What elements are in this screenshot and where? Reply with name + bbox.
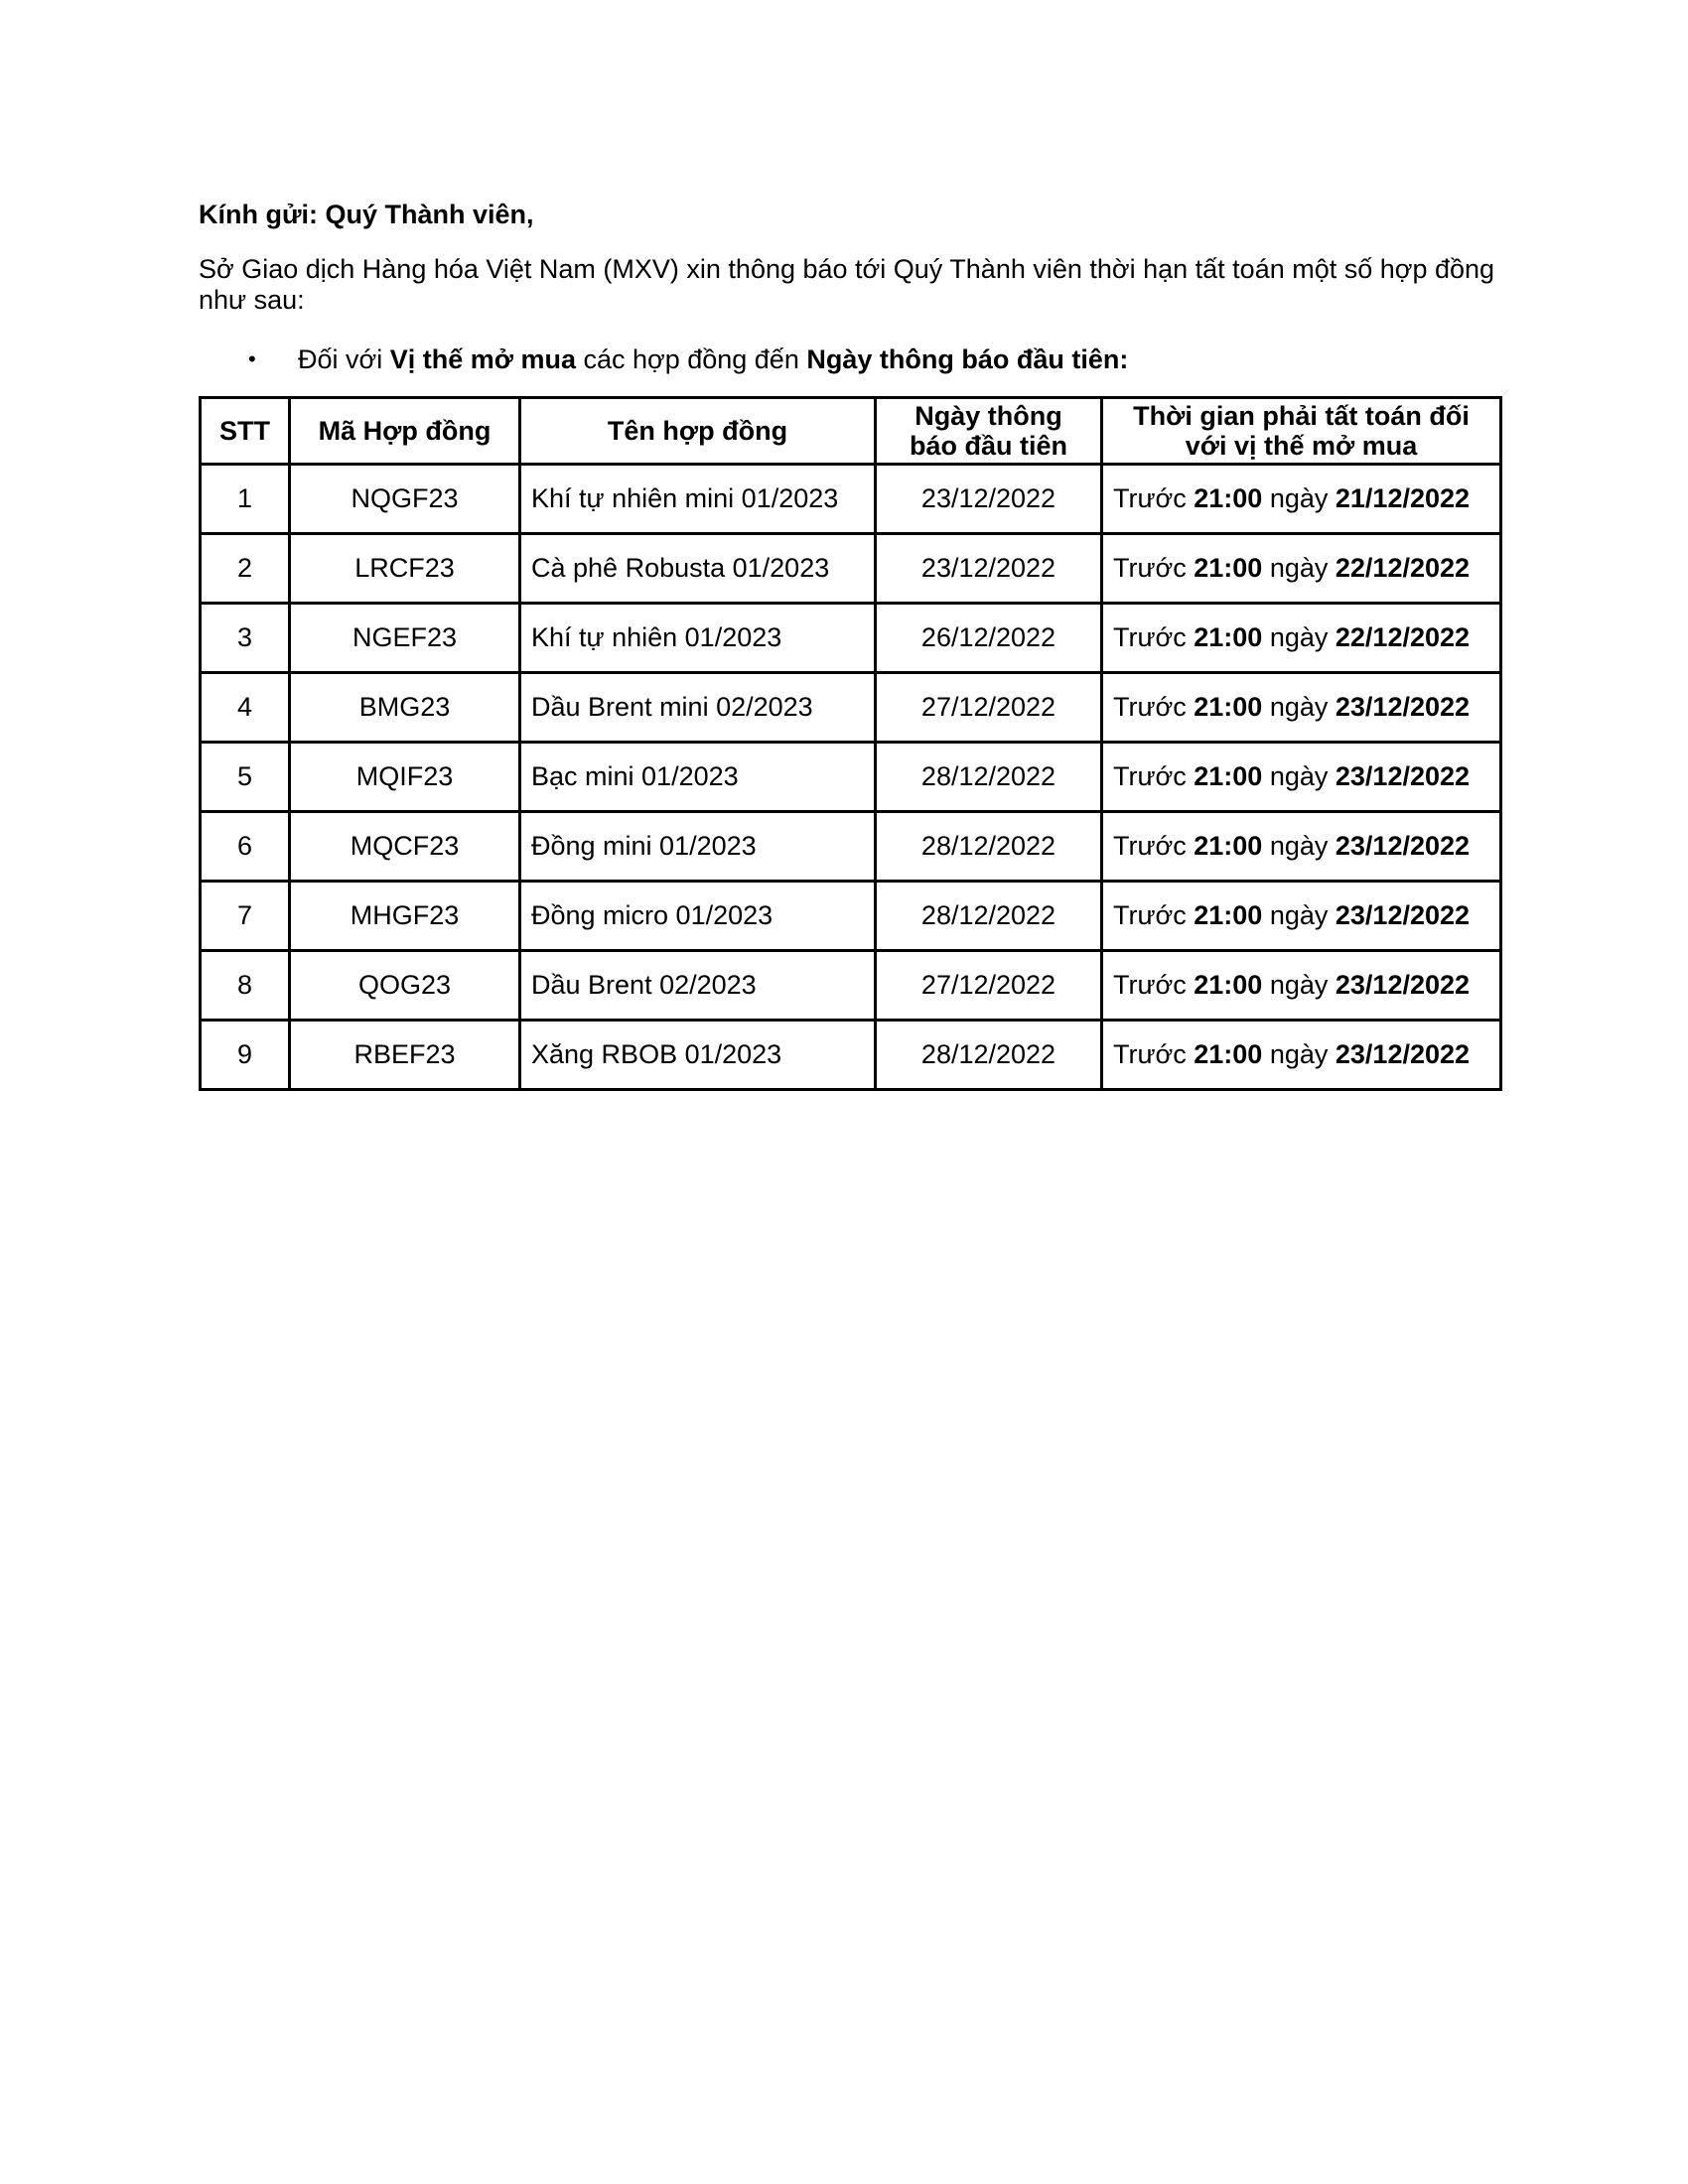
cell-code: MQIF23 [290,743,520,812]
cell-stt: 2 [201,534,290,604]
cell-deadline [1102,465,1501,534]
cell-code: NGEF23 [290,604,520,673]
header-deadline-line: Thời gian phải tất toán đối [1133,401,1470,431]
bullet-emphasis-date: Ngày thông báo đầu tiên: [806,344,1129,374]
deadline-mid: ngày [1262,692,1336,722]
deadline-date: 23/12/2022 [1335,692,1471,722]
cell-name: Dầu Brent mini 02/2023 [520,673,876,743]
cell-name: Khí tự nhiên mini 01/2023 [520,465,876,534]
deadline-date: 23/12/2022 [1335,900,1471,930]
cell-first-notice: 23/12/2022 [876,465,1102,534]
header-deadline [1102,398,1501,465]
deadline-mid: ngày [1262,483,1336,513]
table-row [201,604,1501,673]
bullet-text [298,340,1128,379]
header-name: Tên hợp đồng [520,398,876,465]
cell-first-notice: 27/12/2022 [876,951,1102,1021]
cell-deadline [1102,673,1501,743]
cell-first-notice: 28/12/2022 [876,882,1102,951]
cell-stt: 4 [201,673,290,743]
cell-first-notice: 28/12/2022 [876,1021,1102,1090]
cell-name: Xăng RBOB 01/2023 [520,1021,876,1090]
table-row [201,673,1501,743]
deadline-prefix: Trước [1113,970,1195,1000]
deadline-prefix: Trước [1113,761,1195,791]
document-page [199,195,1499,1069]
bullet-item [199,340,1499,379]
table-row [201,534,1501,604]
deadline-hour: 21:00 [1194,761,1263,791]
cell-stt: 6 [201,812,290,882]
cell-stt: 3 [201,604,290,673]
table-row [201,951,1501,1021]
bullet-emphasis-position: Vị thế mở mua [389,344,576,374]
deadline-hour: 21:00 [1194,831,1263,861]
cell-deadline [1102,604,1501,673]
intro-paragraph: Sở Giao dịch Hàng hóa Việt Nam (MXV) xin thông báo tới Quý Thành viên thời hạn tất toán một số hợp đồng như sau: [199,254,1495,315]
cell-code: BMG23 [290,673,520,743]
cell-code: QOG23 [290,951,520,1021]
table-row [201,743,1501,812]
deadline-hour: 21:00 [1194,622,1263,652]
bullet-text-part: Đối với [298,344,390,374]
deadline-mid: ngày [1262,970,1336,1000]
deadline-hour: 21:00 [1194,900,1263,930]
deadline-prefix: Trước [1113,1039,1195,1069]
deadline-prefix: Trước [1113,483,1195,513]
deadline-date: 23/12/2022 [1335,970,1471,1000]
cell-stt: 8 [201,951,290,1021]
table-row [201,1021,1501,1090]
cell-code: NQGF23 [290,465,520,534]
cell-name: Cà phê Robusta 01/2023 [520,534,876,604]
deadline-mid: ngày [1262,900,1336,930]
table-header-row [201,398,1501,465]
deadline-date: 23/12/2022 [1335,761,1471,791]
deadline-prefix: Trước [1113,831,1195,861]
deadline-prefix: Trước [1113,553,1195,583]
deadline-prefix: Trước [1113,692,1195,722]
cell-name: Đồng micro 01/2023 [520,882,876,951]
header-first-notice [876,398,1102,465]
contracts-table [199,396,1502,1091]
deadline-prefix: Trước [1113,622,1195,652]
cell-name: Dầu Brent 02/2023 [520,951,876,1021]
deadline-date: 23/12/2022 [1335,831,1471,861]
cell-first-notice: 23/12/2022 [876,534,1102,604]
bullet-text-part: các hợp đồng đến [575,344,807,374]
deadline-date: 22/12/2022 [1335,553,1471,583]
deadline-mid: ngày [1262,761,1336,791]
cell-deadline [1102,812,1501,882]
deadline-hour: 21:00 [1194,1039,1263,1069]
deadline-date: 23/12/2022 [1335,1039,1471,1069]
cell-deadline [1102,882,1501,951]
cell-first-notice: 26/12/2022 [876,604,1102,673]
cell-code: MQCF23 [290,812,520,882]
cell-deadline [1102,1021,1501,1090]
deadline-hour: 21:00 [1194,553,1263,583]
deadline-date: 22/12/2022 [1335,622,1471,652]
cell-code: RBEF23 [290,1021,520,1090]
header-first-notice-line: báo đầu tiên [909,431,1067,461]
cell-code: MHGF23 [290,882,520,951]
table-row [201,465,1501,534]
cell-name: Bạc mini 01/2023 [520,743,876,812]
cell-name: Khí tự nhiên 01/2023 [520,604,876,673]
cell-name: Đồng mini 01/2023 [520,812,876,882]
header-code: Mã Hợp đồng [290,398,520,465]
deadline-mid: ngày [1262,1039,1336,1069]
cell-code: LRCF23 [290,534,520,604]
greeting: Kính gửi: Quý Thành viên, [199,200,534,229]
cell-stt: 5 [201,743,290,812]
header-stt: STT [201,398,290,465]
deadline-prefix: Trước [1113,900,1195,930]
cell-stt: 1 [201,465,290,534]
deadline-hour: 21:00 [1194,692,1263,722]
table-row [201,812,1501,882]
header-deadline-line: với vị thế mở mua [1185,431,1418,461]
cell-stt: 7 [201,882,290,951]
deadline-mid: ngày [1262,553,1336,583]
header-first-notice-line: Ngày thông [914,401,1062,431]
deadline-mid: ngày [1262,622,1336,652]
deadline-mid: ngày [1262,831,1336,861]
table-row [201,882,1501,951]
deadline-date: 21/12/2022 [1335,483,1471,513]
cell-deadline [1102,743,1501,812]
cell-deadline [1102,534,1501,604]
cell-first-notice: 27/12/2022 [876,673,1102,743]
deadline-hour: 21:00 [1194,970,1263,1000]
bullet-icon: • [248,346,256,371]
cell-stt: 9 [201,1021,290,1090]
cell-first-notice: 28/12/2022 [876,812,1102,882]
cell-first-notice: 28/12/2022 [876,743,1102,812]
deadline-hour: 21:00 [1194,483,1263,513]
cell-deadline [1102,951,1501,1021]
